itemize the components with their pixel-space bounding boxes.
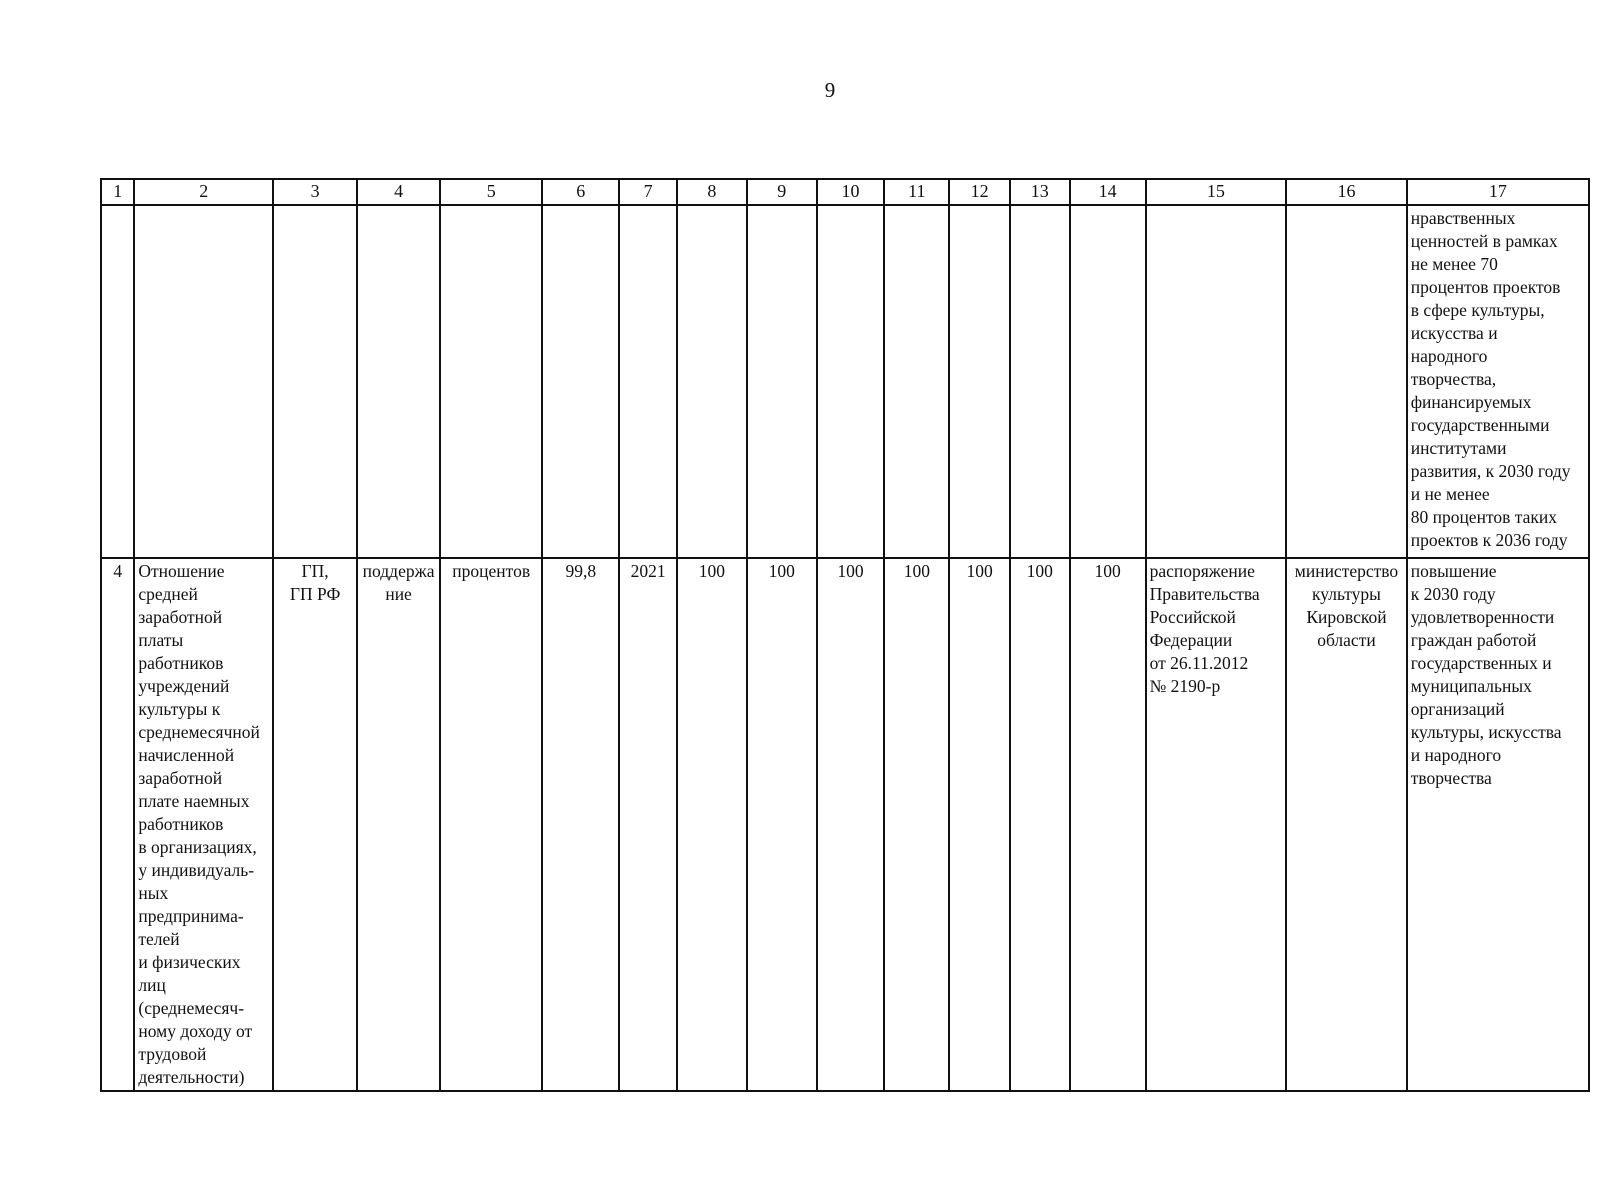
indicator-direction: поддержа ние (357, 558, 440, 1091)
base-value: 99,8 (542, 558, 619, 1091)
header-cell: 10 (817, 179, 885, 205)
header-cell: 3 (273, 179, 357, 205)
table-cell (949, 205, 1010, 558)
table-cell (619, 205, 677, 558)
value-col12: 100 (949, 558, 1010, 1091)
header-cell: 7 (619, 179, 677, 205)
header-cell: 12 (949, 179, 1010, 205)
table-cell (1070, 205, 1146, 558)
value-col13: 100 (1010, 558, 1070, 1091)
expected-result-continuation: нравственных ценностей в рамках не менее 70 процентов проектов в сфере культуры, искусства и народного творчества, финансируемых государственными институтами развития, к 2030 году и не менее 80 процентов таких проектов к 2036 году (1407, 205, 1589, 558)
header-cell: 4 (357, 179, 440, 205)
header-cell: 8 (677, 179, 747, 205)
header-cell: 16 (1286, 179, 1406, 205)
value-col9: 100 (747, 558, 817, 1091)
table-cell (542, 205, 619, 558)
table-row-continuation (101, 205, 1589, 558)
indicator-type: ГП, ГП РФ (273, 558, 357, 1091)
table-cell (357, 205, 440, 558)
indicators-table (100, 178, 1590, 1092)
table-cell (747, 205, 817, 558)
table-cell (273, 205, 357, 558)
responsible-body: министерство культуры Кировской области (1286, 558, 1406, 1091)
table-cell (440, 205, 542, 558)
expected-result: повышение к 2030 году удовлетворенности граждан работой государственных и муниципальных организаций культуры, искусства и народного творчества (1407, 558, 1589, 1091)
table-cell (101, 205, 134, 558)
header-cell: 15 (1146, 179, 1287, 205)
base-year: 2021 (619, 558, 677, 1091)
table-cell (1286, 205, 1406, 558)
unit-of-measure: процентов (440, 558, 542, 1091)
value-col14: 100 (1070, 558, 1146, 1091)
table-cell (884, 205, 949, 558)
header-cell: 17 (1407, 179, 1589, 205)
value-col8: 100 (677, 558, 747, 1091)
table-row-4 (101, 558, 1589, 1091)
header-cell: 11 (884, 179, 949, 205)
value-col10: 100 (817, 558, 885, 1091)
header-cell: 6 (542, 179, 619, 205)
table-cell (1146, 205, 1287, 558)
table-cell (817, 205, 885, 558)
legal-document: распоряжение Правительства Российской Федерации от 26.11.2012 № 2190-р (1146, 558, 1287, 1091)
header-cell: 5 (440, 179, 542, 205)
table-cell (677, 205, 747, 558)
header-cell: 1 (101, 179, 134, 205)
page-number: 9 (824, 78, 836, 102)
header-cell: 2 (134, 179, 273, 205)
value-col11: 100 (884, 558, 949, 1091)
header-row (101, 179, 1589, 205)
table-cell (134, 205, 273, 558)
header-cell: 13 (1010, 179, 1070, 205)
header-cell: 9 (747, 179, 817, 205)
indicator-name: Отношение средней заработной платы работников учреждений культуры к среднемесячной начисленной заработной плате наемных работников в организациях, у индивидуаль- ных предпринима- телей и физических лиц (среднемесяч- ному доходу от трудовой деятельности) (134, 558, 273, 1091)
row-number: 4 (101, 558, 134, 1091)
table-cell (1010, 205, 1070, 558)
header-cell: 14 (1070, 179, 1146, 205)
